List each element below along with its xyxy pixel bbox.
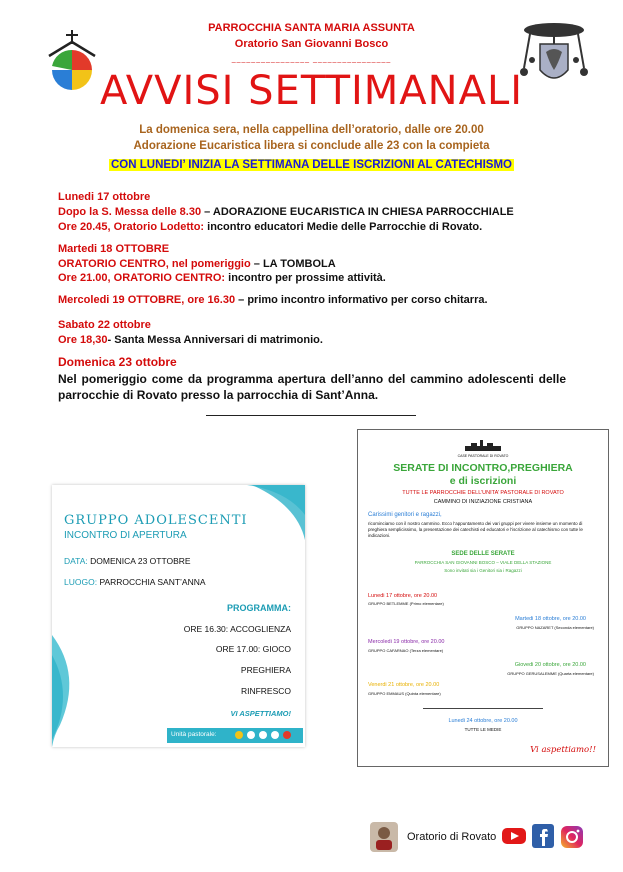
event-date-tuesday: Martedi 18 OTTOBRE: [58, 243, 170, 255]
serate-closing: Vi aspettiamo!!: [530, 745, 596, 755]
serate-divider: [423, 708, 543, 709]
serata-4-date: Giovedi 20 ottobre, ore 20.00: [514, 662, 586, 668]
highlight-banner: [0, 159, 623, 171]
parish-logo-icon: [271, 731, 279, 739]
event-monday-1: [58, 206, 514, 218]
event-sunday-text: Nel pomeriggio come da programma apertura dell’anno del cammino adolescenti delle parrocchie di Rovato presso la parrocchia di Sant’Anna.: [58, 372, 566, 402]
event-text: - Santa Messa Anniversari di matrimonio.: [107, 334, 323, 346]
flyer-logo-text: CASE PASTORALE DI ROVATO: [457, 454, 509, 458]
serate-title-1: SERATE DI INCONTRO,PREGHIERA: [393, 462, 573, 474]
sede-place: PARROCCHIA SAN GIOVANNI BOSCO – VIALE DELLA STAZIONE: [414, 560, 552, 565]
intro-line-2: Adorazione Eucaristica libera si conclude alle 23 con la compieta: [133, 140, 490, 152]
event-text: – primo incontro informativo per corso chitarra.: [235, 294, 488, 306]
flyer-item-2: [216, 644, 291, 654]
item-text: GIOCO: [262, 644, 291, 654]
flyer-closing: VI ASPETTIAMO!: [230, 709, 291, 718]
oratorio-avatar: [370, 822, 398, 852]
oratory-name: Oratorio San Giovanni Bosco: [234, 38, 389, 50]
serate-title-2: e di iscrizioni: [449, 475, 517, 487]
sede-title: SEDE DELLE SERATE: [451, 551, 515, 557]
flyer-item-3: PREGHIERA: [240, 665, 291, 675]
event-date-sunday: Domenica 23 ottobre: [58, 355, 177, 369]
event-saturday: [58, 334, 323, 346]
church-skyline-icon: [463, 440, 503, 452]
instagram-icon[interactable]: [560, 825, 584, 849]
intro-line-1: La domenica sera, nella cappellina dell’oratorio, dalle ore 20.00: [139, 124, 484, 136]
event-text: – LA TOMBOLA: [250, 258, 336, 270]
event-time: Ore 20.45, Oratorio Lodetto:: [58, 221, 205, 233]
sede-note: Sono invitati sia i Genitori sia i Ragazzi: [444, 568, 522, 573]
unita-pastorale-bar: [167, 728, 303, 743]
item-time: ORE 16.30:: [183, 624, 229, 634]
serate-sub-1: TUTTE LE PARROCCHIE DELL’UNITA’ PASTORALE DI ROVATO: [402, 490, 564, 496]
parish-logo-icon: [235, 731, 243, 739]
event-date-monday: Lunedi 17 ottobre: [58, 191, 151, 203]
unita-label: Unità pastorale:: [171, 731, 217, 738]
flyer-data: [64, 556, 191, 566]
event-text: – ADORAZIONE EUCARISTICA IN CHIESA PARROCCHIALE: [201, 206, 514, 218]
luogo-value: PARROCCHIA SANT’ANNA: [99, 577, 206, 587]
serate-sub-2: CAMMINO DI INIZIAZIONE CRISTIANA: [433, 499, 533, 505]
item-time: ORE 17.00:: [215, 644, 261, 654]
event-time: Ore 21.00, ORATORIO CENTRO:: [58, 272, 226, 284]
section-divider: [206, 415, 416, 416]
event-tuesday-1: [58, 258, 336, 270]
serata-3-group: GRUPPO CAFARNAO (Terza elementare): [368, 648, 444, 653]
header-divider: ________________ ________________: [231, 56, 392, 63]
serata-4-group: GRUPPO GERUSALEMME (Quarta elementare): [507, 671, 594, 676]
flyer-title: GRUPPO ADOLESCENTI: [64, 513, 248, 528]
flyer-luogo: [64, 577, 206, 587]
item-text: ACCOGLIENZA: [230, 624, 291, 634]
luogo-label: LUOGO:: [64, 577, 98, 587]
event-date-saturday: Sabato 22 ottobre: [58, 319, 151, 331]
event-tuesday-2: [58, 272, 386, 284]
parish-name: PARROCCHIA SANTA MARIA ASSUNTA: [208, 22, 415, 34]
serata-2-group: GRUPPO NAZARET (Seconda elementare): [516, 625, 594, 630]
serata-3-date: Mercoledi 19 ottobre, ore 20.00: [368, 639, 445, 645]
flyer-subtitle: INCONTRO DI APERTURA: [64, 530, 187, 541]
serata-1-date: Lunedi 17 ottobre, ore 20.00: [368, 593, 438, 599]
data-label: DATA:: [64, 556, 88, 566]
footer-label: Oratorio di Rovato: [407, 831, 497, 843]
event-time: ORATORIO CENTRO, nel pomeriggio: [58, 258, 251, 270]
flyer-adolescenti: [52, 485, 305, 747]
flyer-item-4: RINFRESCO: [240, 686, 291, 696]
serate-greeting: Carissimi genitori e ragazzi,: [368, 512, 442, 518]
parish-logo-icon: [283, 731, 291, 739]
parish-logo-icon: [259, 731, 267, 739]
serata-5-group: GRUPPO EMMAUS (Quinta elementare): [368, 691, 441, 696]
flyer-item-1: [184, 624, 291, 634]
event-monday-2: [58, 221, 482, 233]
event-time: Dopo la S. Messa delle 8.30: [58, 206, 202, 218]
facebook-icon[interactable]: [532, 824, 554, 848]
parish-logo-icon: [247, 731, 255, 739]
event-text: incontro per prossime attività.: [225, 272, 386, 284]
data-value: DOMENICA 23 OTTOBRE: [90, 556, 191, 566]
serate-body: ricominciamo con il nostro cammino. Ecco l’appuntamento dei vari gruppi per vivere insieme un momento di preghiera semplicissimo, la presentazione dei catechisti ed educatori e l’iscrizione al catechismo con tutte le indicazioni.: [368, 521, 583, 538]
serata-1-group: GRUPPO BETLEMME (Primo elementare): [368, 601, 444, 606]
event-time: Ore 18,30: [58, 334, 108, 346]
flyer-serate: [357, 429, 609, 767]
serata-2-date: Martedi 18 ottobre, ore 20.00: [515, 616, 586, 622]
flyer-programma: PROGRAMMA:: [227, 603, 291, 613]
event-text: incontro educatori Medie delle Parrocchie di Rovato.: [204, 221, 483, 233]
event-time: Mercoledi 19 OTTOBRE, ore 16.30: [58, 294, 236, 306]
serata-6-date: Lunedi 24 ottobre, ore 20.00: [448, 718, 518, 724]
event-wednesday: [58, 294, 488, 306]
serata-5-date: Venerdi 21 ottobre, ore 20.00: [368, 682, 440, 688]
page-title: AVVISI SETTIMANALI: [99, 68, 524, 114]
highlight-text: CON LUNEDI’ INIZIA LA SETTIMANA DELLE ISCRIZIONI AL CATECHISMO: [110, 159, 512, 171]
youtube-icon[interactable]: [501, 826, 527, 846]
serata-6-group: TUTTE LE MEDIE: [464, 727, 502, 732]
